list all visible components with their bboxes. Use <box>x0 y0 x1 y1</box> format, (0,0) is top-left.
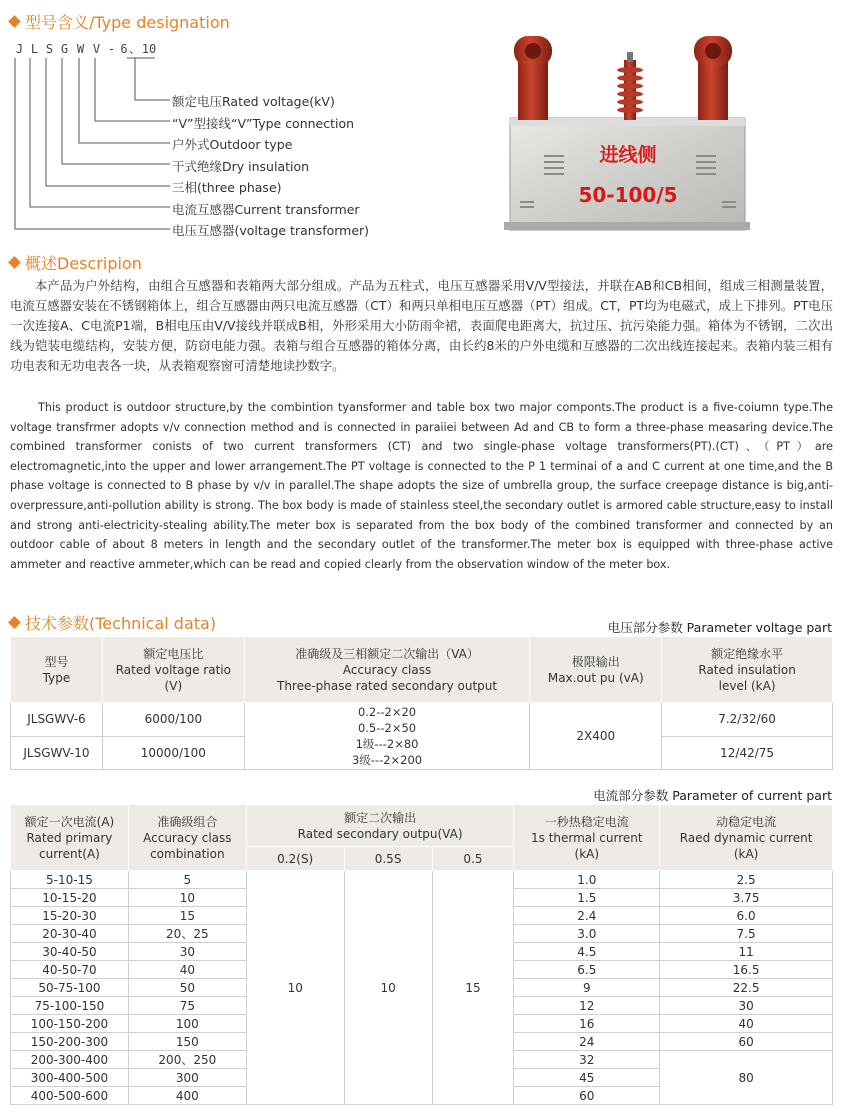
code-char: V <box>92 42 101 56</box>
cell-insulation: 12/42/75 <box>662 736 833 770</box>
cell-secondary-02s: 10 <box>246 871 344 1105</box>
legend-v-connection: “V”型接线“V”Type connection <box>172 116 355 131</box>
cell-dynamic: 40 <box>660 1015 833 1033</box>
code-char: S <box>45 42 54 56</box>
th-dynamic: 动稳定电流 Raed dynamic current (kA) <box>660 805 833 871</box>
cell-dynamic: 6.0 <box>660 907 833 925</box>
cell-primary: 300-400-500 <box>11 1069 129 1087</box>
cell-accuracy-combination: 150 <box>128 1033 246 1051</box>
cell-dynamic: 2.5 <box>660 871 833 889</box>
code-char: 6 <box>120 42 128 56</box>
cell-accuracy-combination: 15 <box>128 907 246 925</box>
cell-secondary-05s: 10 <box>344 871 432 1105</box>
cell-dynamic: 80 <box>660 1051 833 1105</box>
technical-title: 技术参数(Technical data) <box>10 611 216 634</box>
code-char: 、 <box>129 42 142 56</box>
cell-accuracy-combination: 20、25 <box>128 925 246 943</box>
legend-voltage-transformer: 电压互感器(voltage transformer) <box>172 223 370 238</box>
cell-dynamic: 11 <box>660 943 833 961</box>
cell-primary: 150-200-300 <box>11 1033 129 1051</box>
code-char: J <box>15 42 24 56</box>
cell-thermal: 24 <box>514 1033 660 1051</box>
current-table <box>10 804 833 1105</box>
cell-primary: 40-50-70 <box>11 961 129 979</box>
cell-accuracy: 0.2--2×20 0.5--2×50 1级---2×80 3级---2×200 <box>244 703 530 770</box>
cell-thermal: 12 <box>514 997 660 1015</box>
cell-accuracy-combination: 50 <box>128 979 246 997</box>
cell-accuracy-combination: 40 <box>128 961 246 979</box>
cell-accuracy-combination: 300 <box>128 1069 246 1087</box>
cell-max-out: 2X400 <box>530 703 662 770</box>
cell-thermal: 2.4 <box>514 907 660 925</box>
designation-connector-lines <box>0 0 180 240</box>
cell-primary: 5-10-15 <box>11 871 129 889</box>
legend-current-transformer: 电流互感器Current transformer <box>172 202 360 217</box>
cell-dynamic: 7.5 <box>660 925 833 943</box>
cell-thermal: 16 <box>514 1015 660 1033</box>
cell-accuracy-combination: 100 <box>128 1015 246 1033</box>
cell-primary: 100-150-200 <box>11 1015 129 1033</box>
legend-three-phase: 三相(three phase) <box>172 180 282 195</box>
cell-primary: 10-15-20 <box>11 889 129 907</box>
cell-thermal: 1.0 <box>514 871 660 889</box>
cell-ratio: 6000/100 <box>102 703 244 737</box>
table-row <box>11 703 833 737</box>
code-char: 10 <box>141 42 157 56</box>
voltage-table <box>10 636 833 770</box>
cell-thermal: 1.5 <box>514 889 660 907</box>
th-insulation: 额定绝缘水平 Rated insulation level (kA) <box>662 637 833 703</box>
legend-rated-voltage: 额定电压Rated voltage(kV) <box>172 94 335 109</box>
cell-thermal: 9 <box>514 979 660 997</box>
description-chinese: 本产品为户外结构，由组合互感器和表箱两大部分组成。产品为五柱式，电压互感器采用V/V型接法，并联在AB和CB相间，组成三相测量装置，电流互感器安装在不锈钢箱体上，组合互感器由两只电流互感器（CT）和两只单相电压互感器（PT）组成。CT，PT均为电磁式，成上下排列。PT电压一次连接A、C电流P1端，B相电压由V/V接线并联成B相，外形采用大小防雨伞裙，表面爬电距离大，抗过压、抗污染能力强。箱体为不锈钢，二次出线为铠装电缆结构，安装方便，防窃电能力强。表箱与组合互感器的箱体分离，由长约8米的户外电缆和互感器的二次出线连接起来。表箱内装三相有功电表和无功电表各一块，从表箱观察窗可清楚地读抄数字。 <box>10 278 833 373</box>
cell-thermal: 45 <box>514 1069 660 1087</box>
cell-primary: 20-30-40 <box>11 925 129 943</box>
cell-secondary-05: 15 <box>432 871 514 1105</box>
th-secondary: 额定二次输出 Rated secondary outpu(VA) <box>246 805 514 847</box>
diamond-icon <box>8 256 21 269</box>
product-photo <box>500 26 760 244</box>
th-sub-05s: 0.5S <box>344 847 432 871</box>
cell-ratio: 10000/100 <box>102 736 244 770</box>
cell-dynamic: 3.75 <box>660 889 833 907</box>
description-title: 概述Descripion <box>10 251 142 274</box>
cell-dynamic: 30 <box>660 997 833 1015</box>
cell-accuracy-combination: 10 <box>128 889 246 907</box>
cell-dynamic: 60 <box>660 1033 833 1051</box>
product-label-inlet: 进线侧 <box>599 144 657 166</box>
legend-dry-insulation: 干式绝缘Dry insulation <box>172 159 310 174</box>
th-accuracy: 准确级及三相额定二次输出（VA） Accuracy class Three-phase rated secondary output <box>244 637 530 703</box>
legend-outdoor: 户外式Outdoor type <box>172 137 293 152</box>
diamond-icon <box>8 616 21 629</box>
cell-accuracy-combination: 200、250 <box>128 1051 246 1069</box>
cell-primary: 30-40-50 <box>11 943 129 961</box>
voltage-table-caption: 电压部分参数 Parameter voltage part <box>607 620 832 635</box>
th-sub-05: 0.5 <box>432 847 514 871</box>
cell-dynamic: 16.5 <box>660 961 833 979</box>
code-char: W <box>76 42 85 56</box>
cell-thermal: 32 <box>514 1051 660 1069</box>
th-ratio: 额定电压比 Rated voltage ratio (V) <box>102 637 244 703</box>
code-char: G <box>60 42 69 56</box>
designation-title: 型号含义/Type designation <box>10 10 230 33</box>
cell-thermal: 3.0 <box>514 925 660 943</box>
th-type: 型号 Type <box>11 637 103 703</box>
cell-dynamic: 22.5 <box>660 979 833 997</box>
cell-insulation: 7.2/32/60 <box>662 703 833 737</box>
th-primary: 额定一次电流(A) Rated primary current(A) <box>11 805 129 871</box>
description-english: This product is outdoor structure,by the combintion tyansformer and table box two major componts.The product is a five-coiumn type.The voltage transfrmer adopts v/v connection method and is connected in paraiiei between Ad and CB to form a three-phase measaring device.The combined transformer conists of two current transformers (CT) and two single-phase voltage transformers(PT).(CT)、（PT）are electromagnetic,into the upper and lower arrangement.The PT voltage is connected to the P 1 terminai of a and C current at one time,and the B phase voltage is connected to B phase by v/v in parallel.The shape adopts the size of umbrella group, the surface creepage distance is big,anti-overpressure,anti-pollution ability is strong. The box body is made of stainless steel,the secondary outlet is armored cable structure,easy to install and strong anti-electricity-stealing ability.The meter box is separated from the box body of the combined transformer and connected by an outdoor cable of about 8 meters in length and the secondary outlet of the transformer.The meter box is equipped with three-phase active ammeter and reactive ammeter,which can be read and copied clearly from the observation window of the meter box. <box>10 401 833 571</box>
cell-accuracy-combination: 30 <box>128 943 246 961</box>
product-label-ratio: 50-100/5 <box>578 183 678 207</box>
cell-thermal: 4.5 <box>514 943 660 961</box>
cell-accuracy-combination: 5 <box>128 871 246 889</box>
cell-accuracy-combination: 75 <box>128 997 246 1015</box>
current-table-caption: 电流部分参数 Parameter of current part <box>593 788 832 803</box>
cell-thermal: 60 <box>514 1087 660 1105</box>
code-char: L <box>30 42 39 56</box>
cell-accuracy-combination: 400 <box>128 1087 246 1105</box>
cell-primary: 200-300-400 <box>11 1051 129 1069</box>
th-thermal: 一秒热稳定电流 1s thermal current (kA) <box>514 805 660 871</box>
cell-primary: 75-100-150 <box>11 997 129 1015</box>
cell-primary: 50-75-100 <box>11 979 129 997</box>
table-row <box>11 871 833 889</box>
cell-thermal: 6.5 <box>514 961 660 979</box>
cell-primary: 400-500-600 <box>11 1087 129 1105</box>
cell-primary: 15-20-30 <box>11 907 129 925</box>
cell-type: JLSGWV-10 <box>11 736 103 770</box>
cell-type: JLSGWV-6 <box>11 703 103 737</box>
th-accuracy-combination: 准确级组合 Accuracy class combination <box>128 805 246 871</box>
th-sub-02s: 0.2(S) <box>246 847 344 871</box>
th-max-out: 极限输出 Max.out pu (vA) <box>530 637 662 703</box>
code-char: - <box>107 42 116 56</box>
